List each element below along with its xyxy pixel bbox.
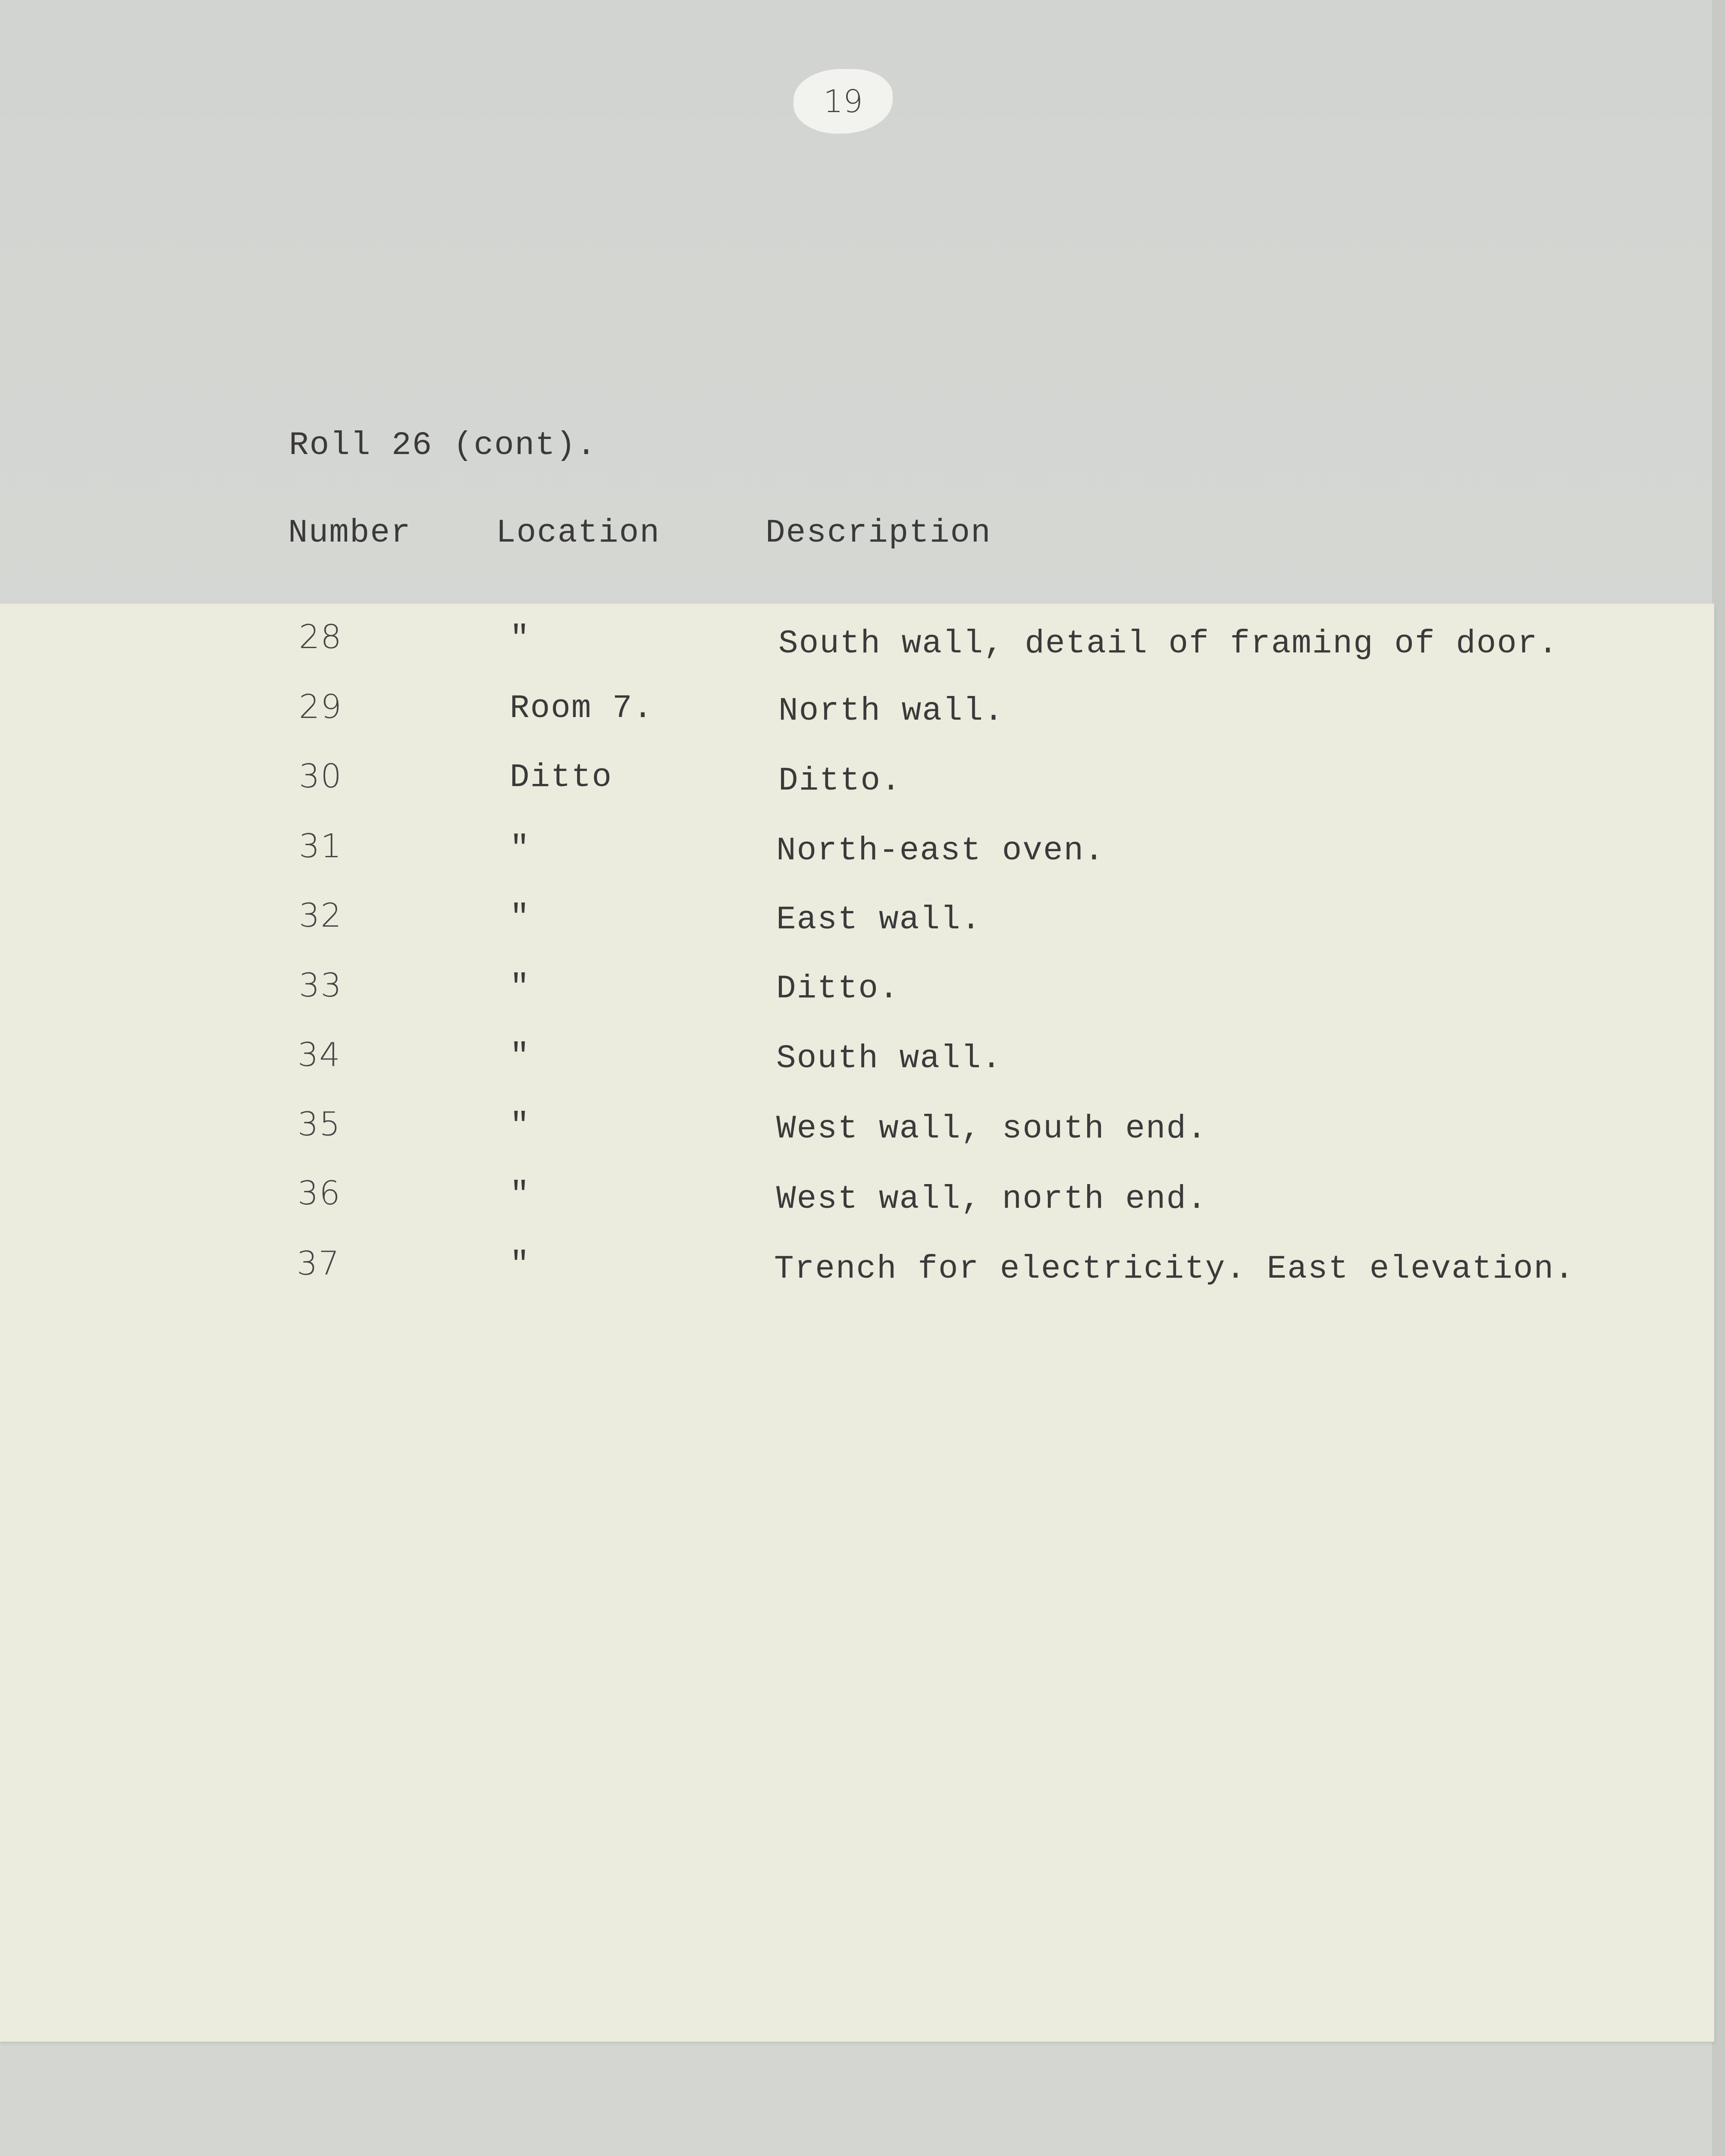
- row-location: ": [510, 1176, 530, 1213]
- row-number: 36: [298, 1174, 341, 1212]
- row-number: 28: [299, 617, 342, 656]
- page-number: 19: [794, 69, 893, 134]
- row-number: 35: [298, 1105, 341, 1143]
- row-number: 33: [299, 966, 342, 1004]
- row-description: East wall.: [776, 901, 982, 938]
- row-description: Ditto.: [776, 970, 900, 1007]
- row-description: Ditto.: [778, 762, 902, 799]
- row-location: ": [510, 830, 530, 867]
- row-location: ": [510, 899, 530, 936]
- row-description: West wall, south end.: [776, 1110, 1208, 1147]
- row-location: ": [510, 1107, 530, 1144]
- row-description: South wall.: [776, 1040, 1002, 1077]
- column-header-description: Description: [765, 514, 991, 552]
- row-number: 30: [299, 757, 342, 795]
- row-number: 29: [299, 687, 342, 726]
- row-location: ": [510, 620, 530, 657]
- row-location: ": [510, 1246, 530, 1283]
- row-description: Trench for electricity. East elevation.: [774, 1250, 1575, 1288]
- roll-heading: Roll 26 (cont).: [289, 427, 597, 464]
- row-location: Ditto: [510, 759, 613, 796]
- row-location: Room 7.: [510, 690, 654, 727]
- column-header-location: Location: [496, 514, 660, 552]
- row-number: 32: [299, 896, 342, 934]
- row-number: 31: [299, 827, 342, 865]
- row-location: ": [510, 969, 530, 1006]
- row-description: North wall.: [778, 693, 1004, 730]
- row-number: 34: [298, 1035, 341, 1074]
- row-description: West wall, north end.: [776, 1181, 1208, 1218]
- column-header-number: Number: [288, 514, 411, 552]
- row-description: South wall, detail of framing of door.: [778, 625, 1559, 662]
- row-description: North-east oven.: [776, 832, 1105, 869]
- pasted-sheet: [0, 604, 1714, 2042]
- row-location: ": [510, 1038, 530, 1075]
- row-number: 37: [297, 1244, 340, 1282]
